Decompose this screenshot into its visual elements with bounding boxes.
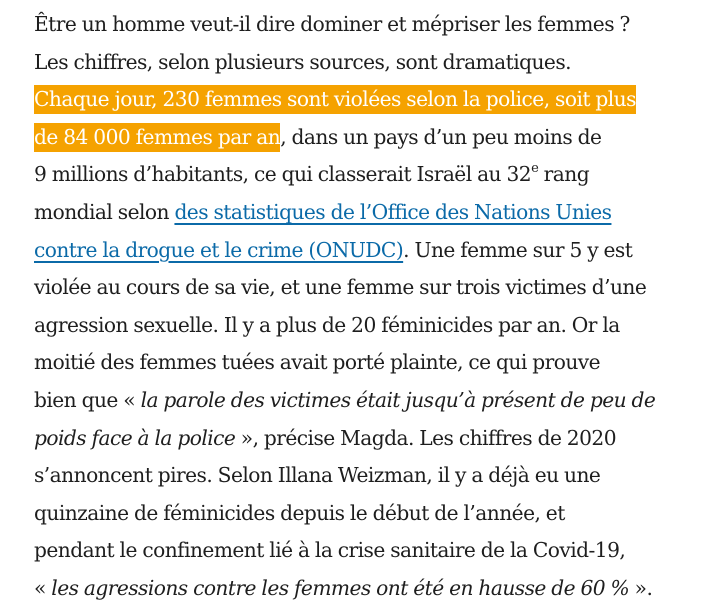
text-line-2 (34, 44, 714, 82)
text: , dans un pays d’un peu moins de (280, 124, 602, 149)
text: « (34, 575, 52, 600)
text-line-15 (34, 532, 714, 570)
text: », précise Magda. Les chiffres de 2020 (235, 425, 616, 450)
quote-text: la parole des victimes était jusqu’à présent de peu de (140, 387, 656, 412)
text: ». (629, 575, 653, 600)
text-line-16 (34, 570, 714, 608)
highlighted-text: de 84 000 femmes par an (34, 123, 280, 152)
text: moitié des femmes tuées avait porté plainte, ce qui prouve (34, 350, 601, 375)
text-line-5 (34, 156, 714, 194)
text-line-4 (34, 119, 714, 157)
text-line-7 (34, 232, 714, 270)
text-line-13 (34, 457, 714, 495)
text: . Une femme sur 5 y est (403, 237, 633, 262)
quote-text: les agressions contre les femmes ont été en hausse de 60 % (51, 575, 630, 600)
text-line-6 (34, 194, 714, 232)
text-line-10 (34, 344, 714, 382)
text-line-9 (34, 307, 714, 345)
text: 9 millions d’habitants, ce qui classerait Israël au 32 (34, 162, 532, 187)
text: agression sexuelle. Il y a plus de 20 féminicides par an. Or la (34, 312, 620, 337)
text-line-8 (34, 269, 714, 307)
text: violée au cours de sa vie, et une femme sur trois victimes d’une (34, 275, 647, 300)
text: Les chiffres, selon plusieurs sources, sont dramatiques. (34, 49, 571, 74)
onudc-statistics-link[interactable]: des statistiques de l’Office des Nations Unies (174, 199, 612, 224)
text-line-12 (34, 420, 714, 458)
highlighted-text: Chaque jour, 230 femmes sont violées selon la police, soit plus (34, 85, 636, 114)
text: Être un homme veut-il dire dominer et mépriser les femmes ? (34, 12, 630, 36)
onudc-statistics-link-continued[interactable]: contre la drogue et le crime (ONUDC) (34, 237, 404, 262)
text-line-11 (34, 382, 714, 420)
superscript: e (531, 160, 539, 176)
text: quinzaine de féminicides depuis le début de l’année, et (34, 500, 565, 525)
text: bien que « (34, 387, 141, 412)
text: rang (538, 162, 590, 187)
text-line-14 (34, 495, 714, 533)
text-line-1 (34, 6, 714, 44)
text: mondial selon (34, 199, 175, 224)
quote-text: poids face à la police (34, 425, 236, 450)
article-paragraph (34, 6, 714, 608)
text: pendant le confinement lié à la crise sanitaire de la Covid-19, (34, 538, 626, 563)
text-line-3 (34, 81, 714, 119)
text: s’annoncent pires. Selon Illana Weizman, il y a déjà eu une (34, 463, 601, 488)
